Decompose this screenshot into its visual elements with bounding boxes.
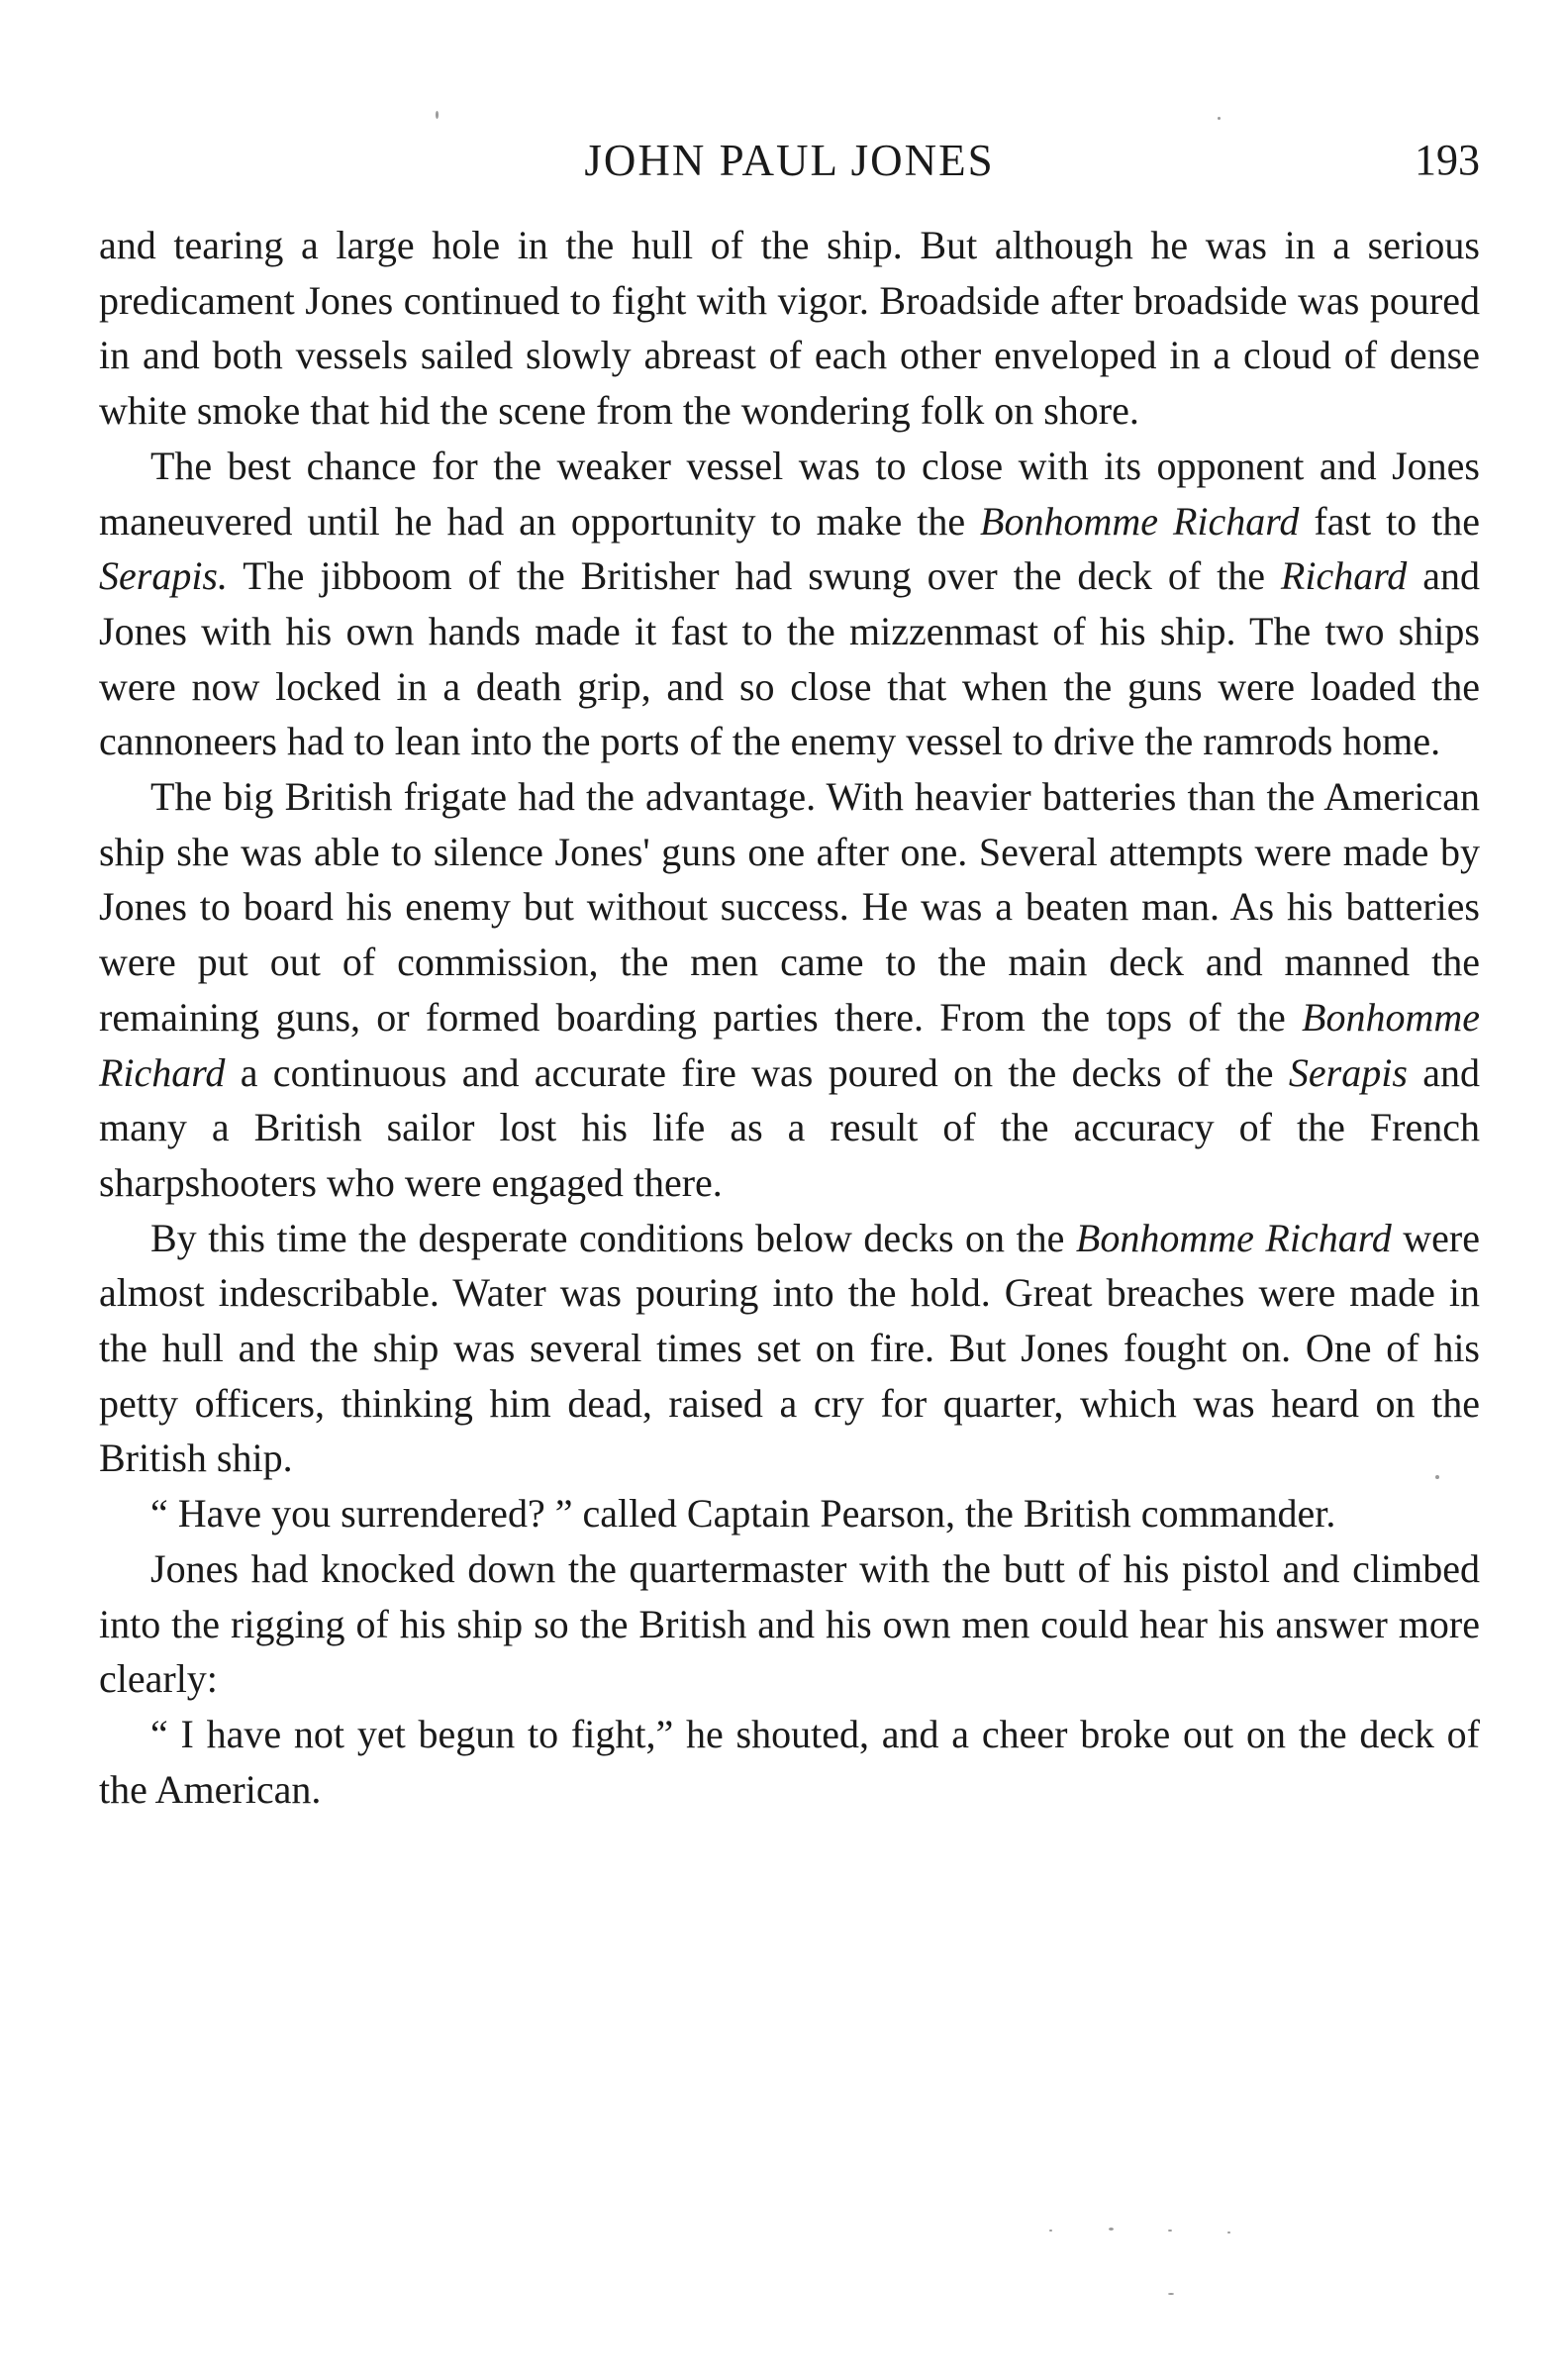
scan-speck	[436, 111, 439, 119]
text-segment: a continuous and accurate fire was poured on the decks of the	[225, 1049, 1289, 1095]
ship-name-italic: Bonhomme Richard	[1075, 1215, 1392, 1260]
text-segment: were almost indescribable. Water was pouring into the hold. Great breaches were made in the hull and the ship was several times set on fire. But Jones fought on. One of his petty officers, thinking him dead, raised a cry for quarter, which was heard on the British ship.	[99, 1215, 1481, 1481]
text-segment: The jibboom of the Britisher had swung over the deck of the	[228, 553, 1281, 599]
page-number: 193	[1415, 136, 1480, 184]
paragraph-1: and tearing a large hole in the hull of the ship. But although he was in a serious predicament Jones continued to fight with vigor. Broadside after broadside was poured in and both vessels sailed slowly abreast of each other enveloped in a cloud of dense white smoke that hid the scene from the wondering folk on shore.	[99, 223, 1480, 434]
text-segment: The best chance for the weaker vessel was to close with its opponent and Jones maneuvered until he had an opportunity to make the	[99, 443, 1480, 544]
scan-speck	[1168, 2230, 1172, 2231]
body-text	[99, 218, 1480, 1817]
scan-speck	[1109, 2228, 1114, 2231]
ship-name-italic: Bonhomme Richard	[980, 498, 1300, 544]
text-segment: and Jones with his own hands made it fast to the mizzenmast of his ship. The two ships were now locked in a death grip, and so close that when the guns were loaded the cannoneers had to lean into the ports of the enemy vessel to drive the ramrods home.	[99, 553, 1480, 764]
running-head	[99, 131, 1480, 190]
paragraph-4	[99, 1211, 1480, 1487]
ship-name-italic: Bonhomme Richard	[99, 994, 1480, 1095]
paragraph-5: “ Have you surrendered? ” called Captain Pearson, the British commander.	[150, 1491, 1336, 1537]
text-segment: fast to the	[1299, 498, 1481, 544]
scan-speck	[1227, 2231, 1230, 2233]
scan-speck	[1435, 1475, 1439, 1479]
ship-name-italic: Serapis.	[99, 553, 228, 599]
scan-speck	[1168, 2293, 1174, 2295]
ship-name-italic: Richard	[1280, 553, 1408, 599]
paragraph-2	[99, 439, 1480, 769]
paragraph-7: “ I have not yet begun to fight,” he shouted, and a cheer broke out on the deck of the American.	[99, 1711, 1480, 1812]
paragraph-3	[99, 769, 1480, 1211]
text-segment: By this time the desperate conditions below decks on the	[150, 1215, 1076, 1260]
running-title: JOHN PAUL JONES	[584, 136, 995, 185]
scan-speck	[1218, 117, 1221, 120]
paragraph-6: Jones had knocked down the quartermaster with the butt of his pistol and climbed into the rigging of his ship so the British and his own men could hear his answer more clearly:	[99, 1545, 1480, 1702]
ship-name-italic: Serapis	[1288, 1049, 1408, 1095]
text-segment: The big British frigate had the advantage. With heavier batteries than the American ship she was able to silence Jones' guns one after one. Several attempts were made by Jones to board his enemy but without success. He was a beaten man. As his batteries were put out of commission, the men came to the main deck and manned the remaining guns, or formed boarding parties there. From the tops of the	[99, 774, 1480, 1040]
scan-speck	[1049, 2230, 1052, 2231]
text-segment: and many a British sailor lost his life as a result of the accuracy of the French sharpshooters who were engaged there.	[99, 1049, 1480, 1205]
